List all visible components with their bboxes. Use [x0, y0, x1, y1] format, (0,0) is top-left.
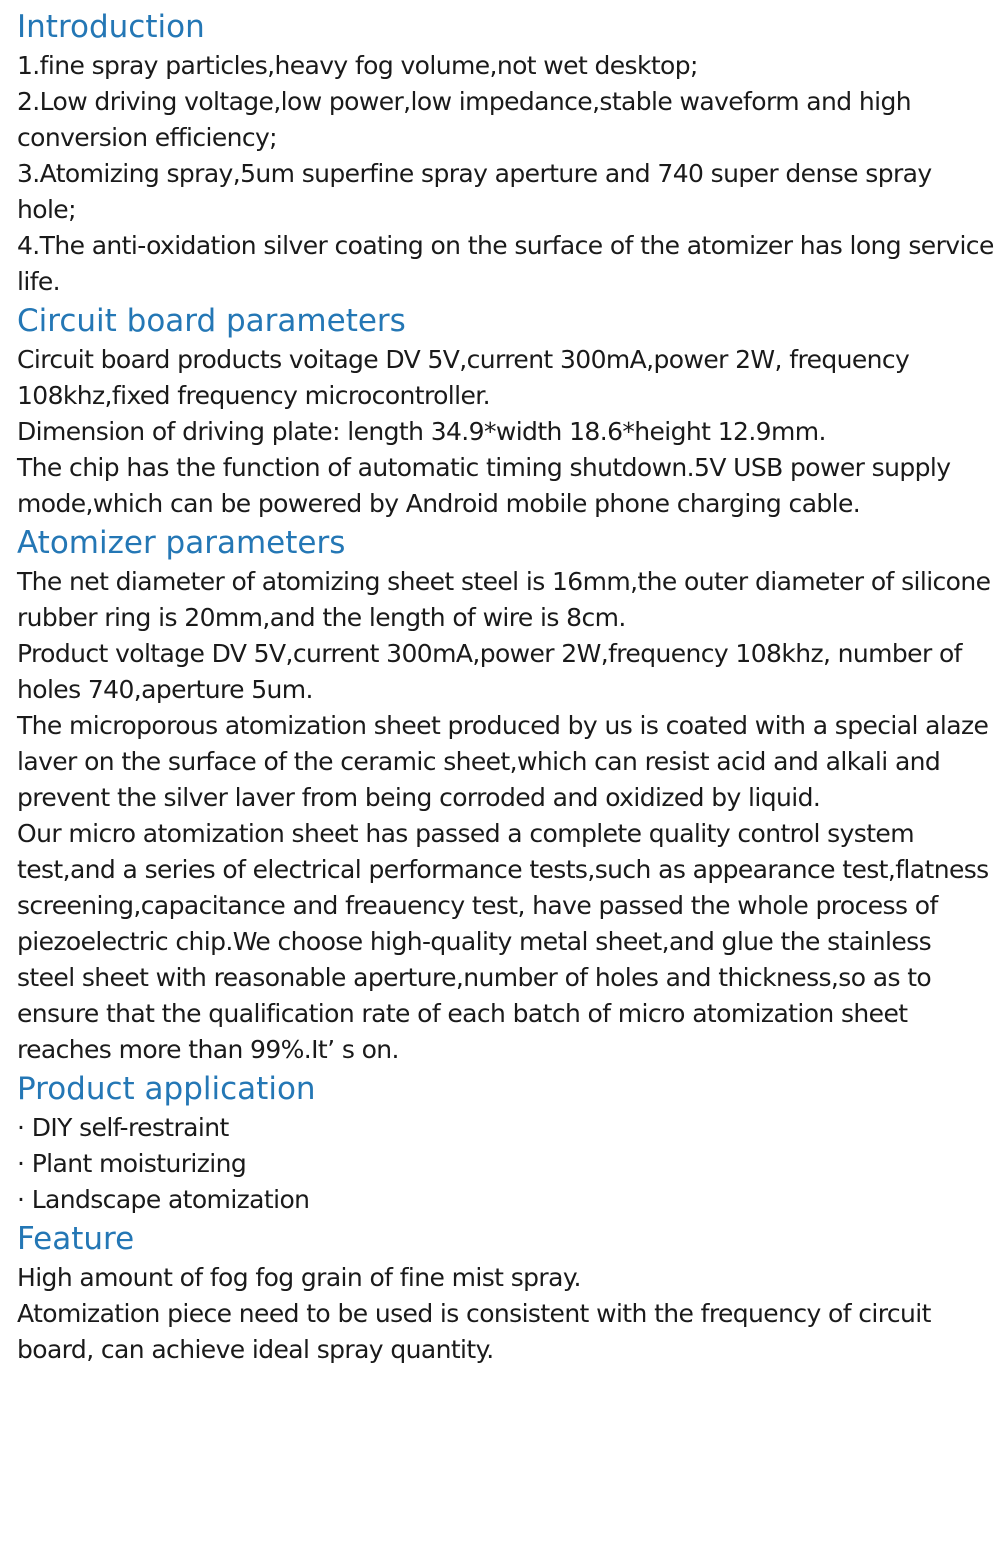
atomizer-paragraph-2: Product voltage DV 5V,current 300mA,power 2W,frequency 108khz, number of holes 740,aperture 5um.: [17, 639, 962, 704]
introduction-item-2: 2.Low driving voltage,low power,low impedance,stable waveform and high conversion efficiency;: [17, 87, 911, 152]
atomizer-heading: Atomizer parameters: [17, 525, 346, 561]
introduction-heading: Introduction: [17, 9, 205, 45]
introduction-item-1: 1.fine spray particles,heavy fog volume,not wet desktop;: [17, 51, 698, 80]
feature-paragraph-2: Atomization piece need to be used is consistent with the frequency of circuit board, can achieve ideal spray quantity.: [17, 1299, 931, 1364]
circuit-board-paragraph-3: The chip has the function of automatic timing shutdown.5V USB power supply mode,which can be powered by Android mobile phone charging cable.: [17, 453, 951, 518]
circuit-board-heading: Circuit board parameters: [17, 303, 406, 339]
circuit-board-paragraph-2: Dimension of driving plate: length 34.9*width 18.6*height 12.9mm.: [17, 417, 826, 446]
product-application-heading: Product application: [17, 1071, 316, 1107]
feature-heading: Feature: [17, 1221, 135, 1257]
atomizer-body: [17, 564, 995, 1068]
introduction-item-3: 3.Atomizing spray,5um superfine spray aperture and 740 super dense spray hole;: [17, 159, 932, 224]
product-application-section: [17, 1068, 995, 1218]
application-list-item: · Plant moisturizing: [17, 1149, 247, 1178]
introduction-section: [17, 6, 995, 300]
atomizer-paragraph-3: The microporous atomization sheet produced by us is coated with a special alaze laver on the surface of the ceramic sheet,which can resist acid and alkali and prevent the silver laver from being corroded and oxidized by liquid.: [17, 711, 989, 812]
feature-section: [17, 1218, 995, 1368]
feature-paragraph-1: High amount of fog fog grain of fine mist spray.: [17, 1263, 581, 1292]
product-description-page: [17, 6, 995, 1368]
application-list-item: · Landscape atomization: [17, 1185, 310, 1214]
application-list-item: · DIY self-restraint: [17, 1113, 229, 1142]
atomizer-paragraph-4: Our micro atomization sheet has passed a complete quality control system test,and a series of electrical performance tests,such as appearance test,flatness screening,capacitance and freauency test, have passed the whole process of piezoelectric chip.We choose high-quality metal sheet,and glue the stainless steel sheet with reasonable aperture,number of holes and thickness,so as to ensure that the qualification rate of each batch of micro atomization sheet reaches more than 99%.It’ s on.: [17, 819, 989, 1064]
introduction-body: [17, 48, 995, 300]
atomizer-section: [17, 522, 995, 1068]
atomizer-paragraph-1: The net diameter of atomizing sheet steel is 16mm,the outer diameter of silicone rubber ring is 20mm,and the length of wire is 8cm.: [17, 567, 991, 632]
circuit-board-body: [17, 342, 995, 522]
product-application-list: [17, 1110, 995, 1218]
introduction-item-4: 4.The anti-oxidation silver coating on the surface of the atomizer has long service life.: [17, 231, 994, 296]
feature-body: [17, 1260, 995, 1368]
circuit-board-paragraph-1: Circuit board products voitage DV 5V,current 300mA,power 2W, frequency 108khz,fixed frequency microcontroller.: [17, 345, 910, 410]
circuit-board-section: [17, 300, 995, 522]
